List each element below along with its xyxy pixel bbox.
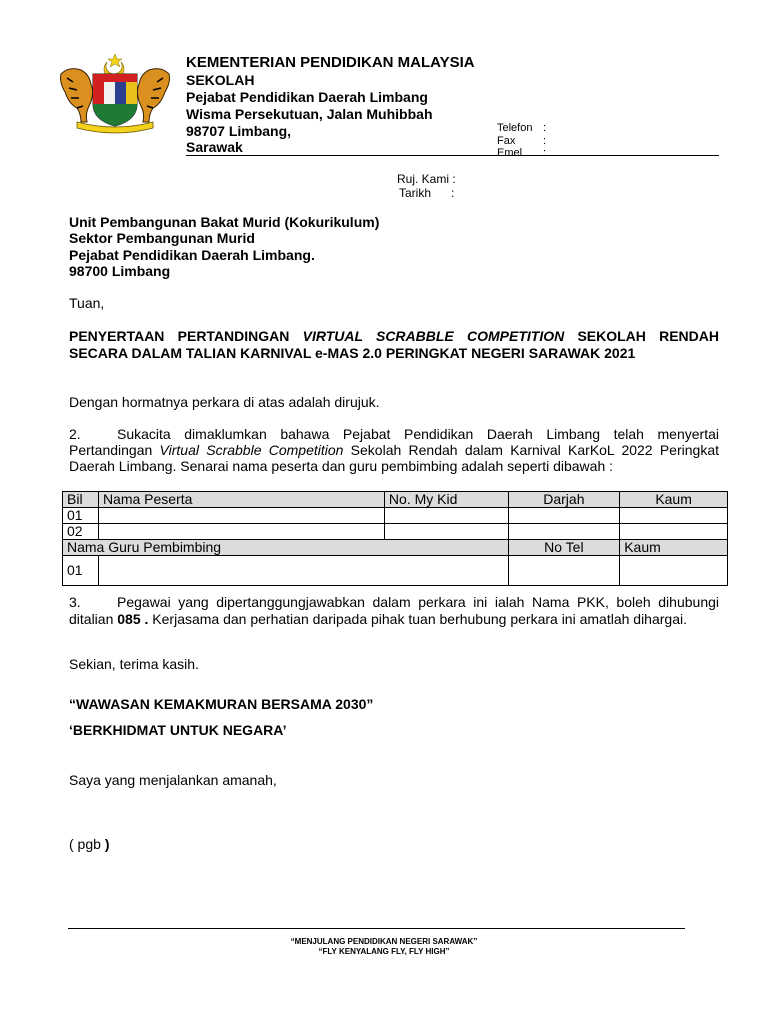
table-header-row	[63, 492, 728, 508]
row-bil: 01	[63, 508, 99, 524]
header-divider	[186, 155, 719, 156]
row-nama-peserta	[98, 524, 384, 540]
tarikh-row	[399, 185, 454, 201]
row-bil: 02	[63, 524, 99, 540]
emel-label: Emel	[497, 147, 523, 155]
subject	[69, 328, 719, 361]
subject-part-2: SEKOLAH RENDAH SECARA DALAM TALIAN KARNIVAL e-MAS 2.0 PERINGKAT NEGERI SARAWAK 2021	[69, 328, 720, 361]
school-label: SEKOLAH	[186, 72, 255, 88]
row-darjah	[508, 524, 620, 540]
signature-close: )	[104, 836, 110, 852]
header-guru-kaum: Kaum	[620, 540, 728, 556]
participant-table	[62, 491, 728, 586]
paragraph-3-text-a: Pegawai yang dipertanggungjawabkan dalam perkara ini ialah Nama PKK, boleh dihubungi ditalian	[69, 594, 719, 627]
emel-row	[497, 147, 546, 155]
emel-colon: :	[543, 147, 547, 155]
ministry-name: KEMENTERIAN PENDIDIKAN MALAYSIA	[186, 54, 475, 71]
paragraph-2-number: 2.	[69, 426, 81, 442]
paragraph-2-italic: Virtual Scrabble Competition	[159, 442, 344, 458]
recipient-line-4: 98700 Limbang	[69, 263, 171, 279]
recipient-line-1: Unit Pembangunan Bakat Murid (Kokurikulum)	[69, 214, 380, 230]
paragraph-3-text-b: Kerjasama dan perhatian daripada pihak tuan berhubung perkara ini amatlah dihargai.	[148, 610, 687, 627]
sign-off: Saya yang menjalankan amanah,	[69, 772, 277, 788]
header-kaum: Kaum	[620, 492, 728, 508]
address-line-1: Wisma Persekutuan, Jalan Muhibbah	[186, 106, 433, 122]
address-line-2: 98707 Limbang,	[186, 123, 292, 139]
guru-row-kaum	[620, 556, 728, 586]
table-row	[63, 508, 728, 524]
telefon-label: Telefon	[497, 122, 533, 134]
guru-row-bil: 01	[63, 556, 99, 586]
header-nama-peserta: Nama Peserta	[98, 492, 384, 508]
paragraph-3-number: 3.	[69, 594, 81, 610]
guru-header-row	[63, 540, 728, 556]
paragraph-3-bold: 085 .	[117, 610, 149, 627]
fax-colon: :	[543, 135, 547, 147]
row-darjah	[508, 508, 620, 524]
paragraph-3	[69, 594, 719, 627]
address-line-3: Sarawak	[186, 139, 243, 155]
row-kaum	[620, 524, 728, 540]
table-row	[63, 524, 728, 540]
signature-open: ( pgb	[69, 836, 105, 852]
header-bil: Bil	[63, 492, 99, 508]
subject-part-1: PENYERTAAN PERTANDINGAN	[69, 328, 303, 344]
closing: Sekian, terima kasih.	[69, 656, 199, 672]
telefon-row	[497, 122, 546, 135]
motto-wawasan: “WAWASAN KEMAKMURAN BERSAMA 2030”	[69, 696, 374, 712]
header-no-my-kid: No. My Kid	[384, 492, 508, 508]
paragraph-2-text-b: Sekolah Rendah dalam Karnival KarKoL 2022 Peringkat Daerah Limbang. Senarai nama peserta dan guru pembimbing adalah seperti dibawah :	[69, 442, 719, 474]
header-no-tel: No Tel	[508, 540, 620, 556]
paragraph-1: Dengan hormatnya perkara di atas adalah dirujuk.	[69, 394, 380, 410]
motto-berkhidmat: ‘BERKHIDMAT UNTUK NEGARA’	[69, 722, 287, 738]
signature-placeholder	[69, 836, 109, 852]
fax-label: Fax	[497, 135, 516, 147]
row-kaum	[620, 508, 728, 524]
salutation: Tuan,	[69, 295, 105, 311]
row-no-my-kid	[384, 524, 508, 540]
recipient-line-2: Sektor Pembangunan Murid	[69, 230, 255, 246]
footer-divider	[68, 928, 685, 929]
footer-line-1: “MENJULANG PENDIDIKAN NEGERI SARAWAK”	[290, 937, 478, 946]
ruj-kami: Ruj. Kami :	[397, 172, 456, 186]
recipient-line-3: Pejabat Pendidikan Daerah Limbang.	[69, 247, 315, 263]
row-no-my-kid	[384, 508, 508, 524]
guru-row-nama	[98, 556, 508, 586]
guru-row-no-tel	[508, 556, 620, 586]
row-nama-peserta	[98, 508, 384, 524]
paragraph-2-text-a: Sukacita dimaklumkan bahawa Pejabat Pendidikan Daerah Limbang telah menyertai Pertandingan	[69, 426, 719, 458]
guru-row	[63, 556, 728, 586]
subject-italic: VIRTUAL SCRABBLE COMPETITION	[302, 328, 565, 344]
paragraph-2	[69, 426, 719, 474]
coat-of-arms-logo	[55, 52, 175, 136]
footer-line-2: “FLY KENYALANG FLY, FLY HIGH”	[318, 947, 450, 956]
office-name: Pejabat Pendidikan Daerah Limbang	[186, 89, 428, 105]
header-darjah: Darjah	[508, 492, 620, 508]
tarikh-label: Tarikh	[399, 186, 432, 200]
header-nama-guru: Nama Guru Pembimbing	[63, 540, 509, 556]
tarikh-colon: :	[451, 186, 455, 200]
telefon-colon: :	[543, 122, 547, 134]
